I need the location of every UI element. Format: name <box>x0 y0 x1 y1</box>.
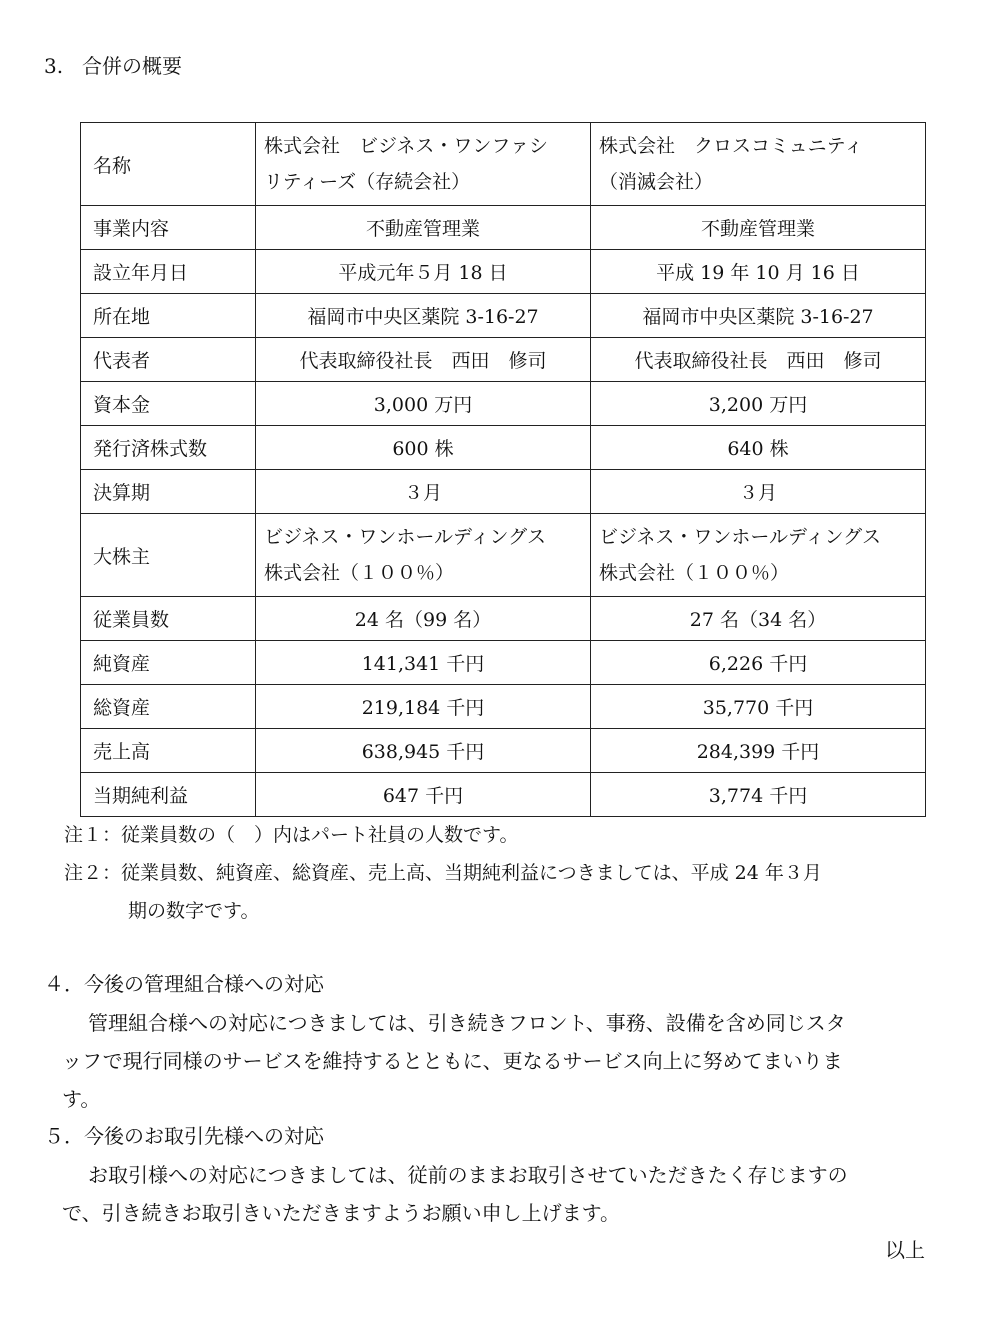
table-row <box>81 597 926 641</box>
surviving-company-cell: 平成元年５月 18 日 <box>256 250 591 294</box>
row-label: 決算期 <box>81 470 256 514</box>
dissolved-company-cell: 3,774 千円 <box>591 773 926 817</box>
surviving-company-cell: 638,945 千円 <box>256 729 591 773</box>
surviving-company-cell: 福岡市中央区薬院 3-16-27 <box>256 294 591 338</box>
dissolved-company-cell <box>591 514 926 597</box>
surviving-company-cell: 141,341 千円 <box>256 641 591 685</box>
cell-line: ビジネス・ワンホールディングス <box>599 526 881 548</box>
surviving-company-cell <box>256 514 591 597</box>
section-4-line-2: ッフで現行同様のサービスを維持するとともに、更なるサービス向上に努めてまいりま <box>62 1049 843 1073</box>
table-row <box>81 773 926 817</box>
note-2: 注２：従業員数、純資産、総資産、売上高、当期純利益につきましては、平成 24 年３月 <box>64 862 822 884</box>
table-row <box>81 729 926 773</box>
section-3-title: 合併の概要 <box>82 54 182 78</box>
surviving-company-cell: 600 株 <box>256 426 591 470</box>
surviving-company-cell: 219,184 千円 <box>256 685 591 729</box>
dissolved-company-cell <box>591 123 926 206</box>
section-3-number: 3. <box>44 54 64 78</box>
row-label: 当期純利益 <box>81 773 256 817</box>
dissolved-company-cell: 27 名（34 名） <box>591 597 926 641</box>
table-row <box>81 123 926 206</box>
section-5-heading: ５．今後のお取引先様への対応 <box>44 1124 324 1148</box>
table-row <box>81 206 926 250</box>
table-row <box>81 685 926 729</box>
surviving-company-cell: ３月 <box>256 470 591 514</box>
cell-line: 株式会社 ビジネス・ワンファシ <box>264 135 549 157</box>
table-row <box>81 426 926 470</box>
table-row <box>81 382 926 426</box>
row-label: 設立年月日 <box>81 250 256 294</box>
surviving-company-cell: 24 名（99 名） <box>256 597 591 641</box>
surviving-company-cell: 代表取締役社長 西田 修司 <box>256 338 591 382</box>
cell-line: 株式会社（１００％） <box>264 562 455 584</box>
cell-line: （消滅会社） <box>599 171 714 193</box>
section-3-heading <box>44 52 182 80</box>
surviving-company-cell: 3,000 万円 <box>256 382 591 426</box>
row-label: 総資産 <box>81 685 256 729</box>
cell-line: 株式会社（１００％） <box>599 562 790 584</box>
row-label: 発行済株式数 <box>81 426 256 470</box>
dissolved-company-cell: 不動産管理業 <box>591 206 926 250</box>
dissolved-company-cell: 3,200 万円 <box>591 382 926 426</box>
row-label: 売上高 <box>81 729 256 773</box>
dissolved-company-cell: 代表取締役社長 西田 修司 <box>591 338 926 382</box>
closing-mark: 以上 <box>885 1238 925 1262</box>
table-row <box>81 250 926 294</box>
section-4-heading: ４．今後の管理組合様への対応 <box>44 972 324 996</box>
row-label: 代表者 <box>81 338 256 382</box>
section-5-line-2: で、引き続きお取引きいただきますようお願い申し上げます。 <box>62 1201 620 1225</box>
dissolved-company-cell: ３月 <box>591 470 926 514</box>
merger-overview-table <box>80 122 926 817</box>
table-row <box>81 338 926 382</box>
row-label: 大株主 <box>81 514 256 597</box>
dissolved-company-cell: 35,770 千円 <box>591 685 926 729</box>
surviving-company-cell: 不動産管理業 <box>256 206 591 250</box>
section-4-line-3: す。 <box>62 1087 101 1111</box>
table-row <box>81 294 926 338</box>
dissolved-company-cell: 福岡市中央区薬院 3-16-27 <box>591 294 926 338</box>
row-label: 資本金 <box>81 382 256 426</box>
note-1: 注１：従業員数の（ ）内はパート社員の人数です。 <box>64 824 519 846</box>
section-5-line-1: お取引様への対応につきましては、従前のままお取引させていただきたく存じますの <box>88 1163 848 1187</box>
row-label: 所在地 <box>81 294 256 338</box>
cell-line: リティーズ（存続会社） <box>264 171 471 193</box>
cell-line: ビジネス・ワンホールディングス <box>264 526 546 548</box>
row-label: 純資産 <box>81 641 256 685</box>
row-label: 名称 <box>81 123 256 206</box>
surviving-company-cell: 647 千円 <box>256 773 591 817</box>
dissolved-company-cell: 640 株 <box>591 426 926 470</box>
table-row <box>81 470 926 514</box>
dissolved-company-cell: 6,226 千円 <box>591 641 926 685</box>
dissolved-company-cell: 平成 19 年 10 月 16 日 <box>591 250 926 294</box>
cell-line: 株式会社 クロスコミュニティ <box>599 135 864 157</box>
dissolved-company-cell: 284,399 千円 <box>591 729 926 773</box>
row-label: 事業内容 <box>81 206 256 250</box>
section-4-line-1: 管理組合様への対応につきましては、引き続きフロント、事務、設備を含め同じスタ <box>88 1011 846 1035</box>
table-row <box>81 514 926 597</box>
note-2-continuation: 期の数字です。 <box>128 900 260 922</box>
row-label: 従業員数 <box>81 597 256 641</box>
surviving-company-cell <box>256 123 591 206</box>
table-row <box>81 641 926 685</box>
